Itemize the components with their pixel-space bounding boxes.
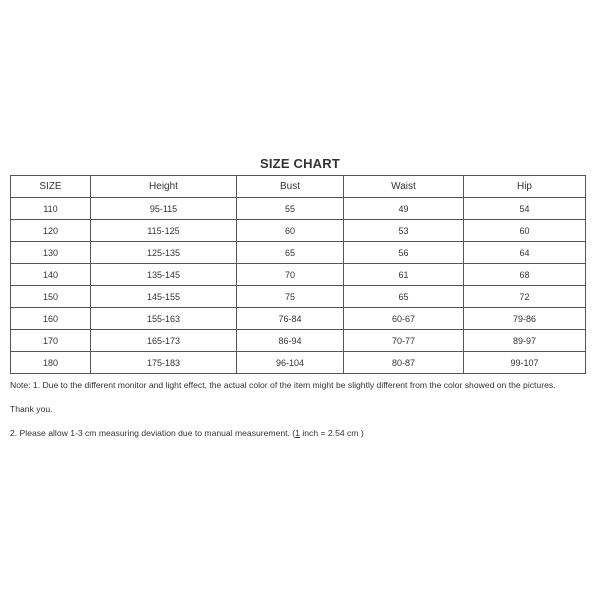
cell-hip: 60 [464,220,586,242]
cell-height: 175-183 [91,352,237,374]
cell-size: 180 [11,352,91,374]
note-deviation-suffix: inch = 2.54 cm ) [299,428,364,438]
cell-height: 165-173 [91,330,237,352]
header-waist: Waist [344,176,464,198]
cell-waist: 56 [344,242,464,264]
cell-size: 150 [11,286,91,308]
cell-bust: 65 [237,242,344,264]
cell-bust: 55 [237,198,344,220]
cell-bust: 75 [237,286,344,308]
table-row [11,286,586,308]
cell-hip: 99-107 [464,352,586,374]
cell-hip: 72 [464,286,586,308]
header-size: SIZE [11,176,91,198]
cell-bust: 60 [237,220,344,242]
cell-height: 125-135 [91,242,237,264]
cell-size: 160 [11,308,91,330]
table-row [11,352,586,374]
cell-height: 145-155 [91,286,237,308]
cell-height: 115-125 [91,220,237,242]
cell-hip: 64 [464,242,586,264]
cell-size: 130 [11,242,91,264]
cell-waist: 70-77 [344,330,464,352]
cell-waist: 61 [344,264,464,286]
cell-height: 135-145 [91,264,237,286]
header-height: Height [91,176,237,198]
cell-size: 170 [11,330,91,352]
note-color-disclaimer: Note: 1. Due to the different monitor and light effect, the actual color of the item might be slightly different from the color showed on the pictures. [10,380,556,390]
cell-size: 140 [11,264,91,286]
table-row [11,330,586,352]
cell-size: 110 [11,198,91,220]
table-row [11,242,586,264]
cell-height: 155-163 [91,308,237,330]
table-row [11,264,586,286]
note-measurement-deviation [10,428,595,439]
cell-waist: 80-87 [344,352,464,374]
cell-waist: 49 [344,198,464,220]
cell-bust: 96-104 [237,352,344,374]
cell-size: 120 [11,220,91,242]
cell-hip: 89-97 [464,330,586,352]
cell-bust: 70 [237,264,344,286]
table-row [11,198,586,220]
page-title: SIZE CHART [260,156,340,171]
cell-bust: 76-84 [237,308,344,330]
table-row [11,308,586,330]
table-row [11,220,586,242]
cell-waist: 53 [344,220,464,242]
table-header-row [11,176,586,198]
header-hip: Hip [464,176,586,198]
size-chart-table [10,175,586,374]
cell-bust: 86-94 [237,330,344,352]
cell-hip: 79-86 [464,308,586,330]
note-thank-you: Thank you. [10,404,53,414]
cell-hip: 54 [464,198,586,220]
cell-waist: 60-67 [344,308,464,330]
cell-waist: 65 [344,286,464,308]
header-bust: Bust [237,176,344,198]
note-inch-value: 1 [295,428,300,438]
cell-height: 95-115 [91,198,237,220]
notes-section [10,380,595,439]
cell-hip: 68 [464,264,586,286]
note-deviation-prefix: 2. Please allow 1-3 cm measuring deviation due to manual measurement. ( [10,428,296,438]
